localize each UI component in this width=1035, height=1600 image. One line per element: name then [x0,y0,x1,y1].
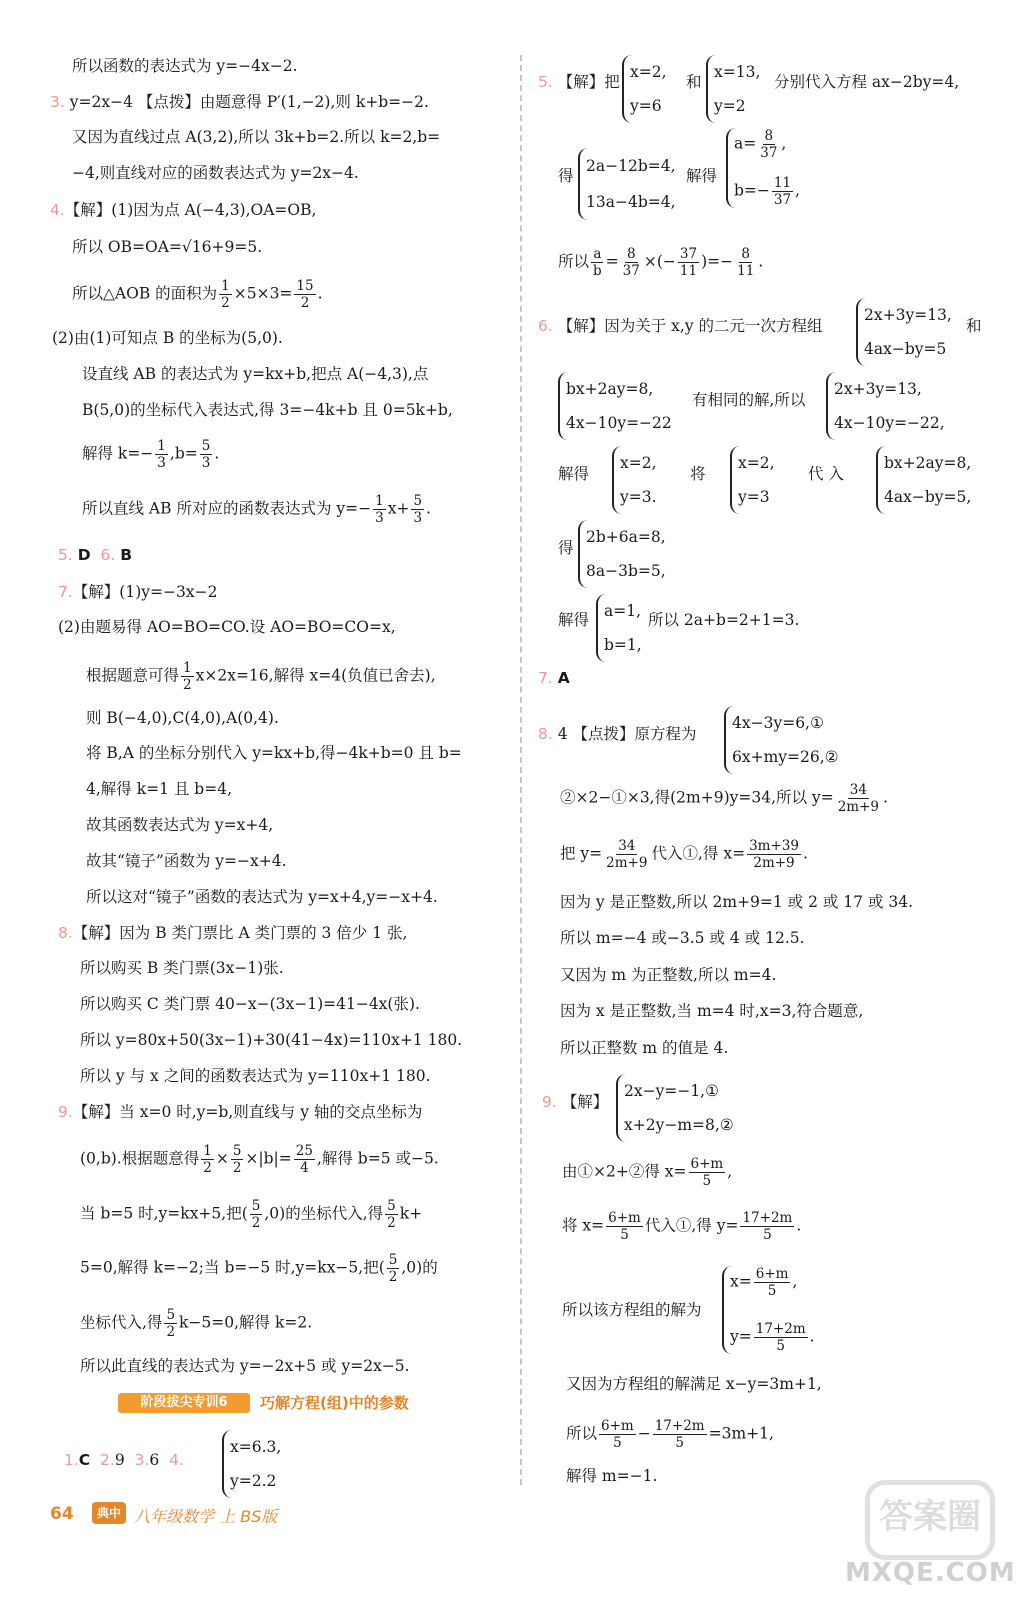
text-line: 则 B(−4,0),C(4,0),A(0,4). [86,709,279,727]
text-line: 将 [690,465,706,483]
text-line: 故其“镜子”函数为 y=−x+4. [86,852,287,870]
text-line: 故其函数表达式为 y=x+4, [86,816,274,834]
equation-system: 2b+6a=8, 8a−3b=5, [578,520,666,588]
text-line: 5. D 6. B [58,546,133,564]
text-line: 解得 k=− $\frac{1}{3}$ ,b= $\frac{5}{3}$ . [82,438,220,471]
question-number: 4. [50,201,65,219]
text-line: 坐标代入,得 $\frac{5}{2}$ k−5=0,解得 k=2. [80,1307,313,1340]
text-line: 把 y= $\frac{34}{2m+9}$ 代入①,得 x= $\frac{3m+39}{2m+9}$ . [560,838,808,871]
text-line: 又因为方程组的解满足 x−y=3m+1, [566,1375,822,1393]
text-line: 8. 4 【点拨】原方程为 [538,725,697,743]
text-line: 所以购买 B 类门票(3x−1)张. [80,959,284,977]
equation-system: x= $\frac{6+m}{5}$ , y= $\frac{17+2m}{5}$ . [722,1266,815,1354]
column-divider [520,55,522,1485]
fraction: $\frac{5}{2}$ [166,1307,176,1340]
text-line: 8.【解】因为 B 类门票比 A 类门票的 3 倍少 1 张, [58,924,408,942]
text-line: 根据题意可得 $\frac{1}{2}$ x×2x=16,解得 x=4(负值已舍去), [86,660,436,693]
text-line: 又因为 m 为正整数,所以 m=4. [560,966,777,984]
text-line: 7.【解】(1)y=−3x−2 [58,583,218,601]
text-line: 9. 【解】 [542,1093,609,1111]
fraction: $\frac{1}{3}$ [375,493,384,526]
equation-system: 2x+3y=13, 4ax−by=5 [856,298,952,366]
text-line: 代 入 [808,465,844,483]
text-line: 4.【解】(1)因为点 A(−4,3),OA=OB, [50,201,317,219]
text-line: 和 [966,317,982,335]
text-line: 3. y=2x−4 【点拨】由题意得 P′(1,−2),则 k+b=−2. [50,93,429,111]
equation-system: x=6.3, y=2.2 [222,1430,281,1498]
question-number: 7. [58,583,73,601]
fraction: $\frac{15}{2}$ [296,278,314,311]
fraction: $\frac{1}{2}$ [221,278,230,311]
book-title: 八年级数学 上 BS版 [134,1507,278,1526]
text-line: 1.C 2.9 3.6 4. [64,1451,184,1469]
text-line: 所以△AOB 的面积为 $\frac{1}{2}$ ×5×3= $\frac{15}{2}$ . [72,278,323,311]
text-line: ②×2−①×3,得(2m+9)y=34,所以 y= $\frac{34}{2m+9}$ . [560,782,888,815]
equation-system: a= $\frac{8}{37}$ , b=− $\frac{11}{37}$ , [726,128,800,208]
banner-title: 巧解方程(组)中的参数 [260,1394,409,1412]
text-line: 4,解得 k=1 且 b=4, [86,780,233,798]
equation-system: 2x−y=−1,① x+2y−m=8,② [616,1074,734,1142]
text-line: 当 b=5 时,y=kx+5,把( $\frac{5}{2}$ ,0)的坐标代入,得 $\frac{5}{2}$ k+ [80,1198,423,1231]
banner-tag: 阶段拔尖专训6 [118,1393,250,1413]
page-number: 64 [50,1504,74,1524]
text-line: 所以正整数 m 的值是 4. [560,1039,729,1057]
fraction: $\frac{1}{2}$ [183,660,192,693]
text-line: 所以直线 AB 所对应的函数表达式为 y=− $\frac{1}{3}$ x+ $\frac{5}{3}$ . [82,493,431,526]
equation-system: x=2, y=3 [730,446,775,514]
text-line: 所以此直线的表达式为 y=−2x+5 或 y=2x−5. [80,1357,410,1375]
text-line: 所以这对“镜子”函数的表达式为 y=x+4,y=−x+4. [86,888,438,906]
text-line: 将 B,A 的坐标分别代入 y=kx+b,得−4k+b=0 且 b= [86,744,462,762]
text-line: 所以 $\frac{6+m}{5}$ − $\frac{17+2m}{5}$ =3m+1, [566,1418,774,1451]
text-line: 所以 m=−4 或−3.5 或 4 或 12.5. [560,929,805,947]
fraction: $\frac{5}{2}$ [232,1143,242,1176]
equation-system: bx+2ay=8, 4ax−by=5, [876,446,971,514]
fraction: $\frac{5}{2}$ [251,1198,261,1231]
text-line: 7. A [538,669,570,687]
watermark-seal: 答案圈 [865,1480,995,1560]
question-number: 3. [50,93,65,111]
text-line: 解得 m=−1. [566,1467,658,1485]
fraction: $\frac{25}{4}$ [295,1143,313,1176]
text-line: 5=0,解得 k=−2;当 b=−5 时,y=kx−5,把( $\frac{5}{2}$ ,0)的 [80,1252,438,1285]
text-line: 解得 [558,465,590,483]
text-line: −4,则直线对应的函数表达式为 y=2x−4. [72,164,359,182]
text-line: B(5,0)的坐标代入表达式,得 3=−4k+b 且 0=5k+b, [82,401,453,419]
text-line: (2)由题易得 AO=BO=CO.设 AO=BO=CO=x, [58,618,396,636]
text-line: 5. 【解】把 [538,73,620,91]
text-line: 解得 [558,611,590,629]
text-line: 所以 y=80x+50(3x−1)+30(41−4x)=110x+1 180. [80,1031,463,1049]
fraction: $\frac{1}{3}$ [157,438,166,471]
text-line: 所以 $\frac{a}{b}$ = $\frac{8}{37}$ ×(− $\frac{37}{11}$ )=− $\frac{8}{11}$ . [558,246,764,279]
text-line: 有相同的解,所以 [692,391,806,409]
text-line: 和 [686,73,702,91]
equation-system: a=1, b=1, [596,594,642,662]
text-line: 所以 2a+b=2+1=3. [648,611,800,629]
text-line: 所以 y 与 x 之间的函数表达式为 y=110x+1 180. [80,1067,431,1085]
fraction: $\frac{1}{2}$ [203,1143,212,1176]
text-line: 得 [558,539,574,557]
question-number: 9. [58,1103,73,1121]
equation-system: 4x−3y=6,① 6x+my=26,② [724,706,839,774]
text-line: 分别代入方程 ax−2by=4, [774,73,960,91]
fraction: $\frac{5}{3}$ [201,438,211,471]
text-line: 所以函数的表达式为 y=−4x−2. [72,57,298,75]
equation-system: 2a−12b=4, 13a−4b=4, [578,148,676,220]
fraction: $\frac{5}{2}$ [388,1252,398,1285]
brand-logo: 典中 [92,1502,126,1524]
text-line: (2)由(1)可知点 B 的坐标为(5,0). [52,329,283,347]
text-line: 6. 【解】因为关于 x,y 的二元一次方程组 [538,317,823,335]
text-line: (0,b).根据题意得 $\frac{1}{2}$ × $\frac{5}{2}$ ×|b|= $\frac{25}{4}$ ,解得 b=5 或−5. [80,1143,439,1176]
question-number: 8. [58,924,73,942]
text-line: 得 [558,167,574,185]
text-line: 解得 [686,167,718,185]
watermark-url: MXQE.COM [845,1558,1016,1588]
equation-system: x=13, y=2 [706,55,760,123]
text-line: 所以该方程组的解为 [562,1301,702,1319]
equation-system: x=2, y=3. [612,446,657,514]
text-line: 所以 OB=OA=√16+9=5. [72,238,263,256]
text-line: 将 x= $\frac{6+m}{5}$ 代入①,得 y= $\frac{17+2m}{5}$ . [562,1210,802,1243]
equation-system: 2x+3y=13, 4x−10y=−22, [826,372,945,440]
text-line: 因为 x 是正整数,当 m=4 时,x=3,符合题意, [560,1002,864,1020]
text-line: 又因为直线过点 A(3,2),所以 3k+b=2.所以 k=2,b= [72,128,441,146]
watermark [845,1480,1016,1590]
text-line: 所以购买 C 类门票 40−x−(3x−1)=41−4x(张). [80,995,420,1013]
text-line: 由①×2+②得 x= $\frac{6+m}{5}$ , [562,1156,733,1189]
fraction: $\frac{5}{2}$ [387,1198,396,1231]
fraction: $\frac{5}{3}$ [413,493,423,526]
equation-system: x=2, y=6 [622,55,667,123]
text-line: 设直线 AB 的表达式为 y=kx+b,把点 A(−4,3),点 [82,365,429,383]
text-line: 因为 y 是正整数,所以 2m+9=1 或 2 或 17 或 34. [560,893,914,911]
equation-system: bx+2ay=8, 4x−10y=−22 [558,372,672,440]
text-line: 9.【解】当 x=0 时,y=b,则直线与 y 轴的交点坐标为 [58,1103,423,1121]
